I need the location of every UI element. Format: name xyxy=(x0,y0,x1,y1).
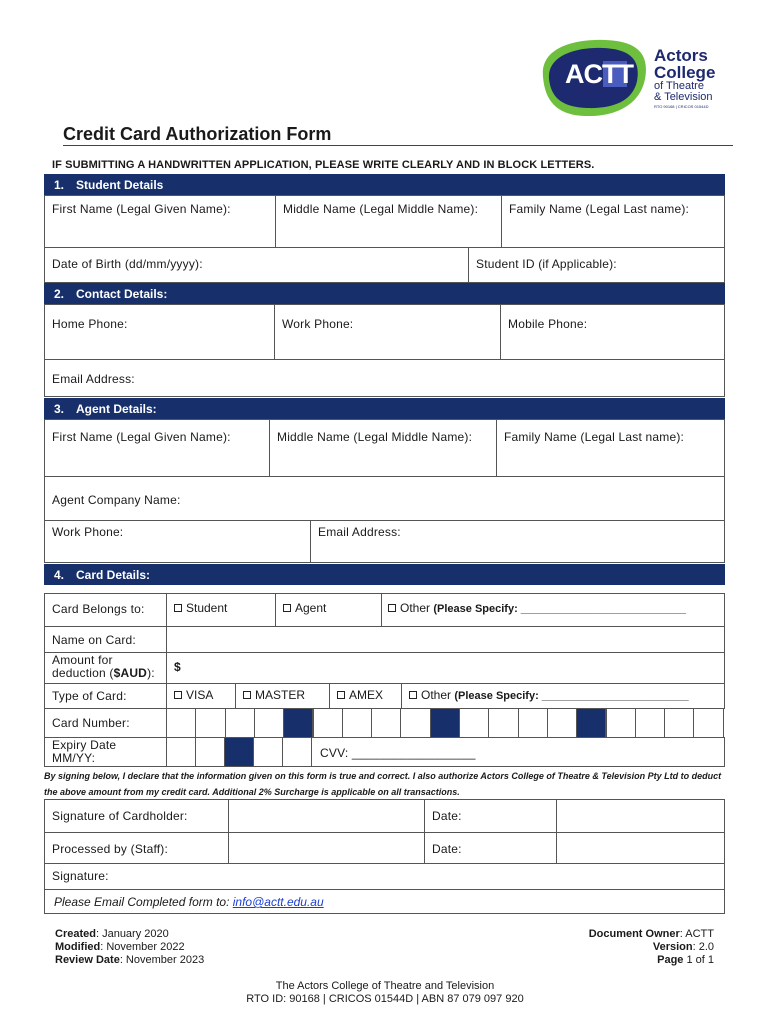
option-label: Other xyxy=(421,688,452,702)
expiry-digit-2[interactable] xyxy=(195,737,225,767)
logo-mark: ACTT xyxy=(565,59,633,89)
field-label-2: MM/YY: xyxy=(52,751,96,765)
name-on-card-input[interactable] xyxy=(166,626,725,653)
document-dates xyxy=(55,928,204,967)
student-dob-field[interactable] xyxy=(44,247,469,283)
field-label: Name on Card: xyxy=(52,633,136,647)
expiry-separator xyxy=(224,737,254,767)
field-label: CVV: __________________ xyxy=(320,746,476,760)
modified-label: Modified xyxy=(55,941,101,953)
card-number-digit-box[interactable] xyxy=(400,708,430,738)
field-label: Email Address: xyxy=(52,372,135,386)
currency-unit: $AUD xyxy=(113,666,148,680)
dollar-symbol: $ xyxy=(174,660,181,674)
expiry-digit-1[interactable] xyxy=(166,737,196,767)
field-label: Student ID (if Applicable): xyxy=(476,257,617,271)
card-number-digit-box[interactable] xyxy=(254,708,284,738)
mobile-phone-field[interactable] xyxy=(500,304,725,360)
card-type-visa-option[interactable] xyxy=(166,683,236,709)
card-number-digit-box[interactable] xyxy=(225,708,255,738)
card-details-header xyxy=(44,564,725,585)
staff-signature-field[interactable] xyxy=(44,863,725,890)
processed-by-label-cell xyxy=(44,832,229,864)
checkbox-icon[interactable] xyxy=(388,604,396,612)
modified-value: : November 2022 xyxy=(100,941,185,953)
field-label: First Name (Legal Given Name): xyxy=(52,202,231,216)
agent-email-field[interactable] xyxy=(310,520,725,563)
section-title: Contact Details: xyxy=(76,287,168,301)
page-label: Page xyxy=(657,954,684,966)
expiry-digit-3[interactable] xyxy=(253,737,283,767)
email-link[interactable]: info@actt.edu.au xyxy=(232,895,324,909)
agent-first-name-field[interactable] xyxy=(44,419,270,477)
card-number-separator xyxy=(576,708,606,738)
card-number-digit-box[interactable] xyxy=(488,708,518,738)
cardholder-signature-input[interactable] xyxy=(228,799,425,833)
student-id-field[interactable] xyxy=(468,247,725,283)
field-label: Family Name (Legal Last name): xyxy=(504,430,685,444)
card-number-digit-box[interactable] xyxy=(606,708,636,738)
date2-label-cell xyxy=(424,832,557,864)
section-number: 2. xyxy=(54,287,65,301)
agent-family-name-field[interactable] xyxy=(496,419,725,477)
field-label: Date: xyxy=(432,809,462,823)
section-number: 1. xyxy=(54,178,65,192)
processed-by-input[interactable] xyxy=(228,832,425,864)
field-label: Type of Card: xyxy=(52,689,127,703)
actt-logo xyxy=(535,37,725,119)
student-middle-name-field[interactable] xyxy=(275,195,502,248)
agent-middle-name-field[interactable] xyxy=(269,419,497,477)
student-family-name-field[interactable] xyxy=(501,195,725,248)
email-instruction xyxy=(44,889,725,914)
field-label: Middle Name (Legal Middle Name): xyxy=(277,430,473,444)
checkbox-icon[interactable] xyxy=(409,691,417,699)
cvv-field[interactable] xyxy=(311,737,725,767)
contact-details-header xyxy=(44,283,725,304)
section-number: 3. xyxy=(54,402,65,416)
card-number-digit-box[interactable] xyxy=(693,708,723,738)
created-value: : January 2020 xyxy=(95,928,169,940)
checkbox-icon[interactable] xyxy=(283,604,291,612)
card-number-digit-box[interactable] xyxy=(195,708,225,738)
option-label: Agent xyxy=(295,601,327,615)
field-label: Amount for xyxy=(52,653,113,667)
card-belongs-label-cell xyxy=(44,593,167,627)
cardholder-signature-label-cell xyxy=(44,799,229,833)
field-label: Expiry Date xyxy=(52,738,117,752)
logo-text-actors: Actors xyxy=(654,46,708,65)
owner-value: : ACTT xyxy=(679,928,714,940)
please-specify-text: (Please Specify: ________________________ xyxy=(454,690,689,702)
student-details-header xyxy=(44,174,725,195)
field-label: Signature: xyxy=(52,869,109,883)
card-belongs-other-option[interactable] xyxy=(381,593,725,627)
date1-input[interactable] xyxy=(556,799,725,833)
option-label: MASTER xyxy=(255,688,306,702)
card-belongs-agent-option[interactable] xyxy=(275,593,382,627)
card-number-digit-box[interactable] xyxy=(313,708,343,738)
name-on-card-label-cell xyxy=(44,626,167,653)
card-number-separator xyxy=(430,708,460,738)
field-label: Card Belongs to: xyxy=(52,602,145,616)
student-first-name-field[interactable] xyxy=(44,195,276,248)
page-value: 1 of 1 xyxy=(683,954,714,966)
field-label: Middle Name (Legal Middle Name): xyxy=(283,202,479,216)
section-number: 4. xyxy=(54,568,65,582)
declaration-text: By signing below, I declare that the information given on this form is true and correct. I also authorize Actors College of Theatre & Television Pty Ltd to deduct the above amount from my credit card. Additional 2% Surcharge is applicable on all transactions. xyxy=(44,771,722,797)
field-label: Card Number: xyxy=(52,716,130,730)
field-label: Mobile Phone: xyxy=(508,317,588,331)
logo-text-rto: RTO 90168 | CRICOS 01544D xyxy=(654,104,709,109)
card-belongs-student-option[interactable] xyxy=(166,593,276,627)
field-label: Home Phone: xyxy=(52,317,128,331)
expiry-label-cell xyxy=(44,737,167,767)
option-label: Student xyxy=(186,601,228,615)
card-number-digit-box[interactable] xyxy=(459,708,489,738)
card-number-digit-box[interactable] xyxy=(664,708,694,738)
field-label: First Name (Legal Given Name): xyxy=(52,430,231,444)
option-label: Other xyxy=(400,601,431,615)
checkbox-icon[interactable] xyxy=(337,691,345,699)
expiry-digit-4[interactable] xyxy=(282,737,312,767)
title-divider xyxy=(63,145,733,146)
option-label: AMEX xyxy=(349,688,384,702)
checkbox-icon[interactable] xyxy=(174,691,182,699)
card-number-digit-box[interactable] xyxy=(342,708,372,738)
amount-label-cell xyxy=(44,652,167,684)
card-number-digit-box[interactable] xyxy=(371,708,401,738)
review-value: : November 2023 xyxy=(119,954,205,966)
document-owner-info xyxy=(589,928,714,967)
logo-text-college: College xyxy=(654,63,716,82)
card-number-digit-box[interactable] xyxy=(635,708,665,738)
instruction-text: IF SUBMITTING A HANDWRITTEN APPLICATION, PLEASE WRITE CLEARLY AND IN BLOCK LETTERS. xyxy=(52,159,595,171)
card-type-master-option[interactable] xyxy=(235,683,330,709)
checkbox-icon[interactable] xyxy=(243,691,251,699)
created-label: Created xyxy=(55,928,96,940)
field-label: Date of Birth (dd/mm/yyyy): xyxy=(52,257,203,271)
field-label: Processed by (Staff): xyxy=(52,842,169,856)
footer-line-1: The Actors College of Theatre and Television xyxy=(275,980,495,992)
amount-input[interactable] xyxy=(166,652,725,684)
footer-line-2: RTO ID: 90168 | CRICOS 01544D | ABN 87 079 097 920 xyxy=(246,993,524,1005)
page-title: Credit Card Authorization Form xyxy=(63,124,332,144)
card-number-digit-box[interactable] xyxy=(166,708,196,738)
section-title: Agent Details: xyxy=(76,402,157,416)
field-label: Signature of Cardholder: xyxy=(52,809,188,823)
card-type-amex-option[interactable] xyxy=(329,683,402,709)
card-number-separator xyxy=(283,708,313,738)
logo-text-television: & Television xyxy=(654,91,713,103)
review-label: Review Date xyxy=(55,954,120,966)
card-type-other-option[interactable] xyxy=(401,683,725,709)
field-label: Work Phone: xyxy=(282,317,354,331)
work-phone-field[interactable] xyxy=(274,304,501,360)
card-number-digit-box[interactable] xyxy=(518,708,548,738)
option-label: VISA xyxy=(186,688,214,702)
agent-company-field[interactable] xyxy=(44,476,725,521)
please-specify-text: (Please Specify: ___________________________ xyxy=(433,603,686,615)
section-title: Student Details xyxy=(76,178,164,192)
owner-label: Document Owner xyxy=(588,928,680,940)
agent-details-header xyxy=(44,398,725,419)
field-label: Date: xyxy=(432,842,462,856)
date2-input[interactable] xyxy=(556,832,725,864)
logo-text-of-theatre: of Theatre xyxy=(654,80,704,92)
email-instruction-text: Please Email Completed form to: xyxy=(54,895,230,909)
checkbox-icon[interactable] xyxy=(174,604,182,612)
field-label: Family Name (Legal Last name): xyxy=(509,202,690,216)
agent-work-phone-field[interactable] xyxy=(44,520,311,563)
field-label: Work Phone: xyxy=(52,525,124,539)
field-label-2: deduction ( xyxy=(52,666,114,680)
card-number-digit-box[interactable] xyxy=(547,708,577,738)
date1-label-cell xyxy=(424,799,557,833)
card-type-label-cell xyxy=(44,683,167,709)
version-value: : 2.0 xyxy=(692,941,714,953)
home-phone-field[interactable] xyxy=(44,304,275,360)
contact-email-field[interactable] xyxy=(44,359,725,397)
section-title: Card Details: xyxy=(76,568,151,582)
field-label: Agent Company Name: xyxy=(52,493,181,507)
field-label-close: ): xyxy=(147,666,155,680)
version-label: Version xyxy=(652,941,693,953)
card-number-label-cell xyxy=(44,708,167,738)
field-label: Email Address: xyxy=(318,525,401,539)
